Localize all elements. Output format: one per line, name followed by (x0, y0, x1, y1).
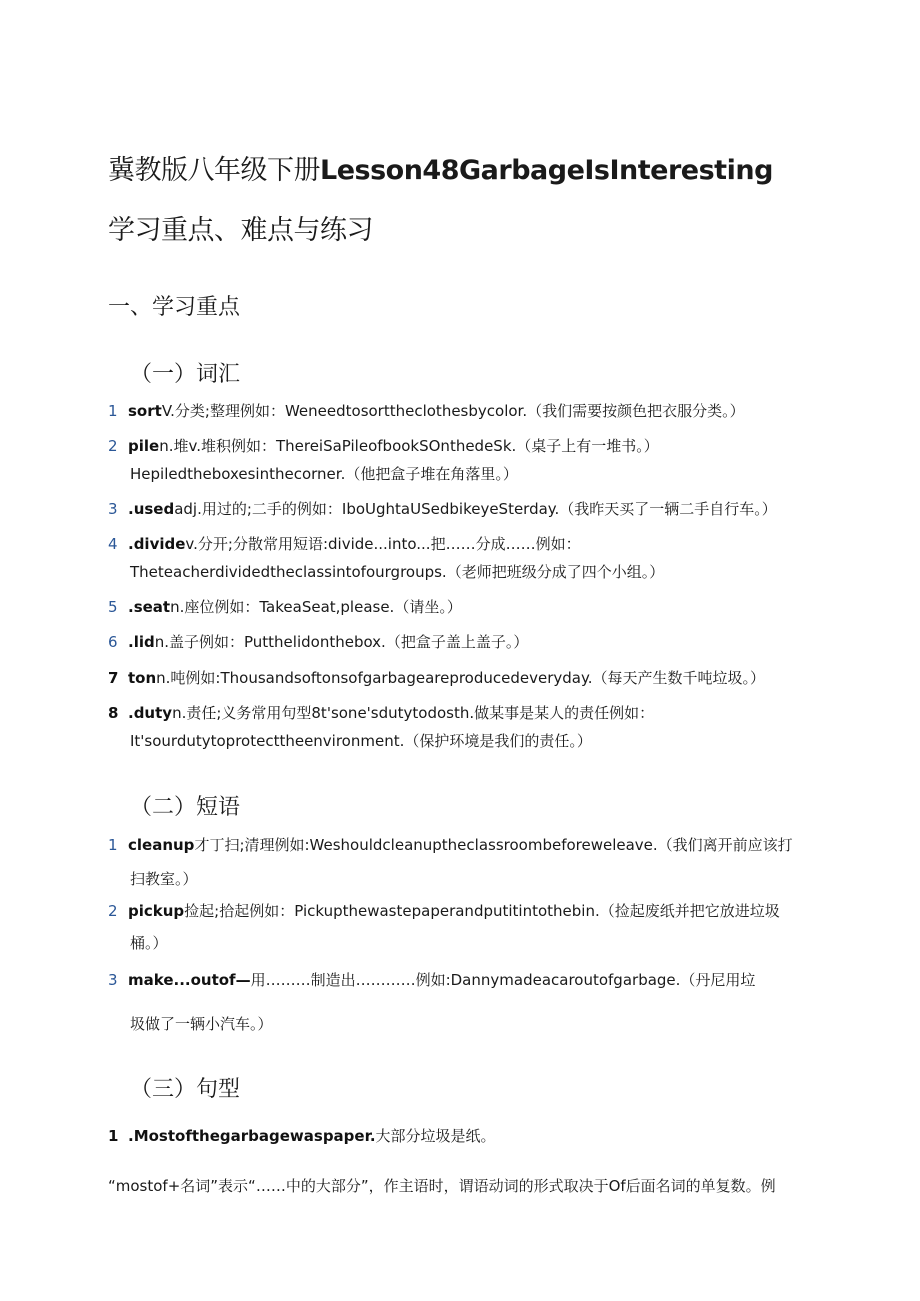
item-number: 1 (108, 402, 118, 420)
vocab-item-1 (108, 397, 828, 425)
vocab-definition: v.分开;分散常用短语:divide...into...把……分成……例如： (185, 535, 581, 553)
vocab-definition: adj.用过的;二手的例如：IboUghtaUSedbikeyeSterday.（我昨天买了一辆二手自行车。） (174, 500, 777, 518)
vocab-term: .duty (128, 704, 173, 722)
vocab-item-5 (108, 593, 828, 621)
sentence-explanation: “mostof+名词”表示“……中的大部分”，作主语时，谓语动词的形式取决于Of后面名词的单复数。例 (108, 1177, 776, 1195)
vocab-definition: n.责任;义务常用句型8t'sone'sdutytodosth.做某事是某人的责任例如： (172, 704, 655, 722)
vocab-item-8 (108, 699, 828, 755)
title-lesson: Lesson48GarbageIsInteresting (320, 155, 773, 186)
phrase-example: 圾做了一辆小汽车。） (130, 1015, 273, 1033)
phrase-term: cleanup (128, 836, 195, 854)
title-prefix: 冀教版八年级下册 (108, 155, 320, 186)
vocab-term: .used (128, 500, 175, 518)
document-subtitle: 学习重点、难点与练习 (108, 215, 373, 246)
sentences-heading: （三）句型 (130, 1077, 241, 1102)
phrase-definition: 用………制造出…………例如:Dannymadeacaroutofgarbage.（丹尼用垃 (250, 971, 756, 989)
item-number: 3 (108, 971, 118, 989)
phrase-example: 扫教室。） (130, 870, 198, 888)
vocab-term: .divide (128, 535, 186, 553)
vocab-definition: n.盖子例如：Putthelidonthebox.（把盒子盖上盖子。） (154, 633, 529, 651)
sentence-term: .Mostofthegarbagewaspaper. (128, 1127, 376, 1145)
phrase-term: pickup (128, 902, 185, 920)
vocab-item-4 (108, 530, 828, 586)
vocab-term: pile (128, 437, 160, 455)
vocab-definition: n.吨例如:Thousandsoftonsofgarbageareproducedeveryday.（每天产生数千吨垃圾。） (156, 669, 765, 687)
phrase-item-2 (108, 897, 828, 957)
vocab-term: sort (128, 402, 162, 420)
item-number: 2 (108, 902, 118, 920)
phrase-example: 桶。） (130, 934, 168, 952)
item-number: 8 (108, 704, 119, 722)
vocab-definition: n.堆v.堆积例如：ThereiSaPileofbookSOnthedeSk.（桌子上有一堆书。） (159, 437, 659, 455)
item-number: 5 (108, 598, 118, 616)
vocab-example: It'sourdutytoprotecttheenvironment.（保护环境是我们的责任。） (130, 732, 592, 750)
phrase-item-3 (108, 966, 828, 1038)
vocab-item-7 (108, 664, 828, 692)
vocab-definition: n.座位例如：TakeaSeat,please.（请坐。） (170, 598, 462, 616)
phrase-term: make...outof— (128, 971, 251, 989)
sentence-translation: 大部分垃圾是纸。 (375, 1127, 496, 1145)
vocab-item-2 (108, 432, 828, 488)
vocab-heading: （一）词汇 (130, 362, 241, 387)
vocab-term: .lid (128, 633, 155, 651)
item-number: 7 (108, 669, 119, 687)
phrase-definition: 捡起;拾起例如：Pickupthewastepaperandputitintothebin.（捡起废纸并把它放进垃圾 (184, 902, 780, 920)
phrase-definition: 才丁扫;清理例如:Weshouldcleanuptheclassroombeforeweleave.（我们离开前应该打 (194, 836, 793, 854)
item-number: 3 (108, 500, 118, 518)
vocab-example: Theteacherdividedtheclassintofourgroups.（老师把班级分成了四个小组。） (130, 563, 665, 581)
item-number: 1 (108, 836, 118, 854)
section-heading-focus: 一、学习重点 (108, 295, 241, 320)
item-number: 1 (108, 1127, 119, 1145)
sentence-item-1 (108, 1122, 828, 1150)
item-number: 6 (108, 633, 118, 651)
document-title (108, 148, 773, 187)
item-number: 4 (108, 535, 118, 553)
item-number: 2 (108, 437, 118, 455)
vocab-definition: V.分类;整理例如：Weneedtosorttheclothesbycolor.（我们需要按颜色把衣服分类。） (161, 402, 745, 420)
vocab-term: ton (128, 669, 157, 687)
vocab-term: .seat (128, 598, 171, 616)
phrase-item-1 (108, 831, 828, 893)
phrases-heading: （二）短语 (130, 795, 241, 820)
vocab-example: Hepiledtheboxesinthecorner.（他把盒子堆在角落里。） (130, 465, 518, 483)
vocab-item-3 (108, 495, 828, 523)
vocab-item-6 (108, 628, 828, 656)
